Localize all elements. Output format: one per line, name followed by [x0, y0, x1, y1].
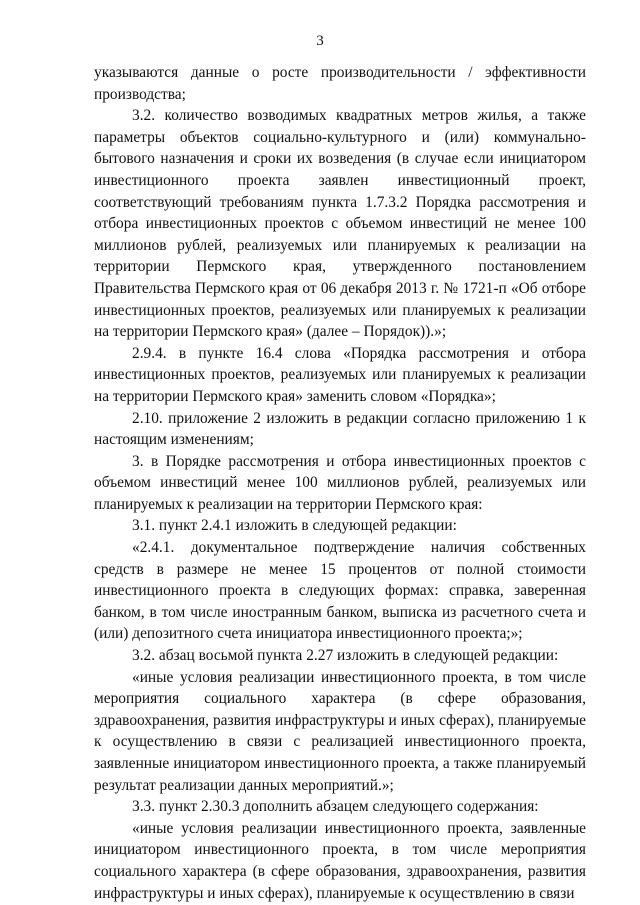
paragraph-2-27-quote: «иные условия реализации инвестиционного проекта, в том числе мероприятия социального характера (в сфере образования, здравоохранения, развития инфраструктуры и иных сферах), планируемые к осуществлению в связи с реализацией инвестиционного проекта, заявленные инициатором инвестиционного проекта, а также планируемый результат реализации данных мероприятий.»;	[94, 668, 586, 794]
paragraph-2-9-4: 2.9.4. в пункте 16.4 слова «Порядка рассмотрения и отбора инвестиционных проектов, реализуемых или планируемых к реализации на территории Пермского края» заменить словом «Порядка»;	[94, 344, 586, 405]
page-number: 3	[316, 33, 324, 49]
paragraph-3-3: 3.3. пункт 2.30.3 дополнить абзацем следующего содержания:	[132, 798, 539, 816]
paragraph-3: 3. в Порядке рассмотрения и отбора инвестиционных проектов с объемом инвестиций менее 100 миллионов рублей, реализуемых или планируемых к реализации на территории Пермского края:	[94, 452, 586, 513]
paragraph-3-1: 3.1. пункт 2.4.1 изложить в следующей редакции:	[132, 517, 457, 535]
paragraph-3-2-housing: 3.2. количество возводимых квадратных метров жилья, а также параметры объектов социально-культурного и (или) коммунально-бытового назначения и сроки их возведения (в случае если инициатором инвестиционного проекта заявлен инвестиционный проект, соответствующий требованиям пункта 1.7.3.2 Порядка рассмотрения и отбора инвестиционных проектов с объемом инвестиций не менее 100 миллионов рублей, реализуемых или планируемых к реализации на территории Пермского края, утвержденного постановлением Правительства Пермского края от 06 декабря 2013 г. № 1721-п «Об отборе инвестиционных проектов, реализуемых или планируемых к реализации на территории Пермского края» (далее – Порядок)).»;	[94, 107, 586, 341]
paragraph-continuation: указываются данные о росте производительности / эффективности производства;	[94, 64, 586, 103]
paragraph-3-2: 3.2. абзац восьмой пункта 2.27 изложить в следующей редакции:	[132, 647, 559, 665]
paragraph-2-4-1-quote: «2.4.1. документальное подтверждение наличия собственных средств в размере не менее 15 процентов от полной стоимости инвестиционного проекта в следующих формах: справка, заверенная банком, в том числе иностранным банком, выписка из расчетного счета и (или) депозитного счета инициатора инвестиционного проекта;»;	[94, 539, 586, 643]
paragraph-2-10: 2.10. приложение 2 изложить в редакции согласно приложению 1 к настоящим изменениям;	[94, 409, 586, 449]
document-body	[94, 62, 586, 904]
paragraph-2-30-3-quote: «иные условия реализации инвестиционного проекта, заявленные инициатором инвестиционного проекта, в том числе мероприятия социального характера (в сфере образования, здравоохранения, развития инфраструктуры и иных сферах), планируемые к осуществлению в связи	[94, 819, 586, 902]
